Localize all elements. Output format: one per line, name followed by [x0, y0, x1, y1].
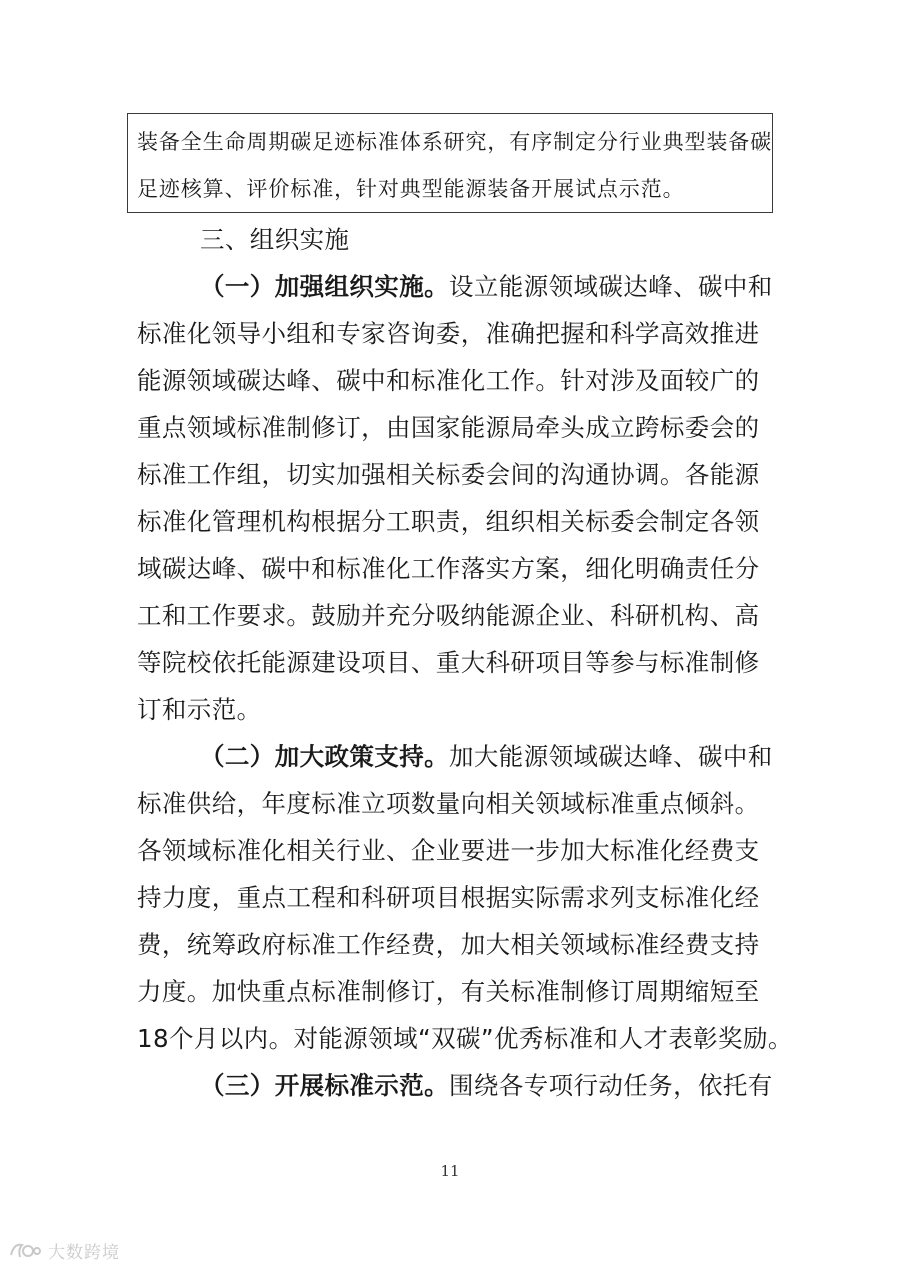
paragraph-2-line: 各领域标准化相关行业、企业要进一步加大标准化经费支 — [137, 836, 760, 865]
paragraph-3-lead: （三）开展标准示范。 — [200, 1071, 449, 1100]
paragraph-2-line: 力度。加快重点标准制修订，有关标准制修订周期缩短至 — [137, 977, 760, 1006]
box-text-line-1: 装备全生命周期碳足迹标准体系研究，有序制定分行业典型装备碳 — [137, 130, 773, 154]
paragraph-1-line: 订和示范。 — [137, 695, 262, 724]
paragraph-1-line: 标准工作组，切实加强相关标委会间的沟通协调。各能源 — [137, 460, 760, 489]
watermark-logo-icon — [8, 1239, 42, 1263]
paragraph-2-line: 标准供给，年度标准立项数量向相关领域标准重点倾斜。 — [137, 789, 760, 818]
paragraph-1-line: 标准化管理机构根据分工职责，组织相关标委会制定各领 — [137, 507, 760, 536]
paragraph-1-line: 重点领域标准制修订，由国家能源局牵头成立跨标委会的 — [137, 413, 760, 442]
section-heading: 三、组织实施 — [200, 225, 350, 254]
paragraph-2-line: 持力度，重点工程和科研项目根据实际需求列支标准化经 — [137, 883, 760, 912]
paragraph-1-lead: （一）加强组织实施。 — [200, 272, 449, 301]
paragraph-1-line: 能源领域碳达峰、碳中和标准化工作。针对涉及面较广的 — [137, 366, 760, 395]
paragraph-2-first-line-rest: 加大能源领域碳达峰、碳中和 — [449, 742, 773, 771]
paragraph-3-first-line — [200, 1069, 773, 1103]
paragraph-3-first-line-rest: 围绕各专项行动任务，依托有 — [449, 1071, 773, 1100]
paragraph-1-line: 标准化领导小组和专家咨询委，准确把握和科学高效推进 — [137, 319, 760, 348]
paragraph-1-line: 域碳达峰、碳中和标准化工作落实方案，细化明确责任分 — [137, 554, 760, 583]
box-text-line-2: 足迹核算、评价标准，针对典型能源装备开展试点示范。 — [137, 177, 685, 201]
paragraph-2-line: 18个月以内。对能源领域“双碳”优秀标准和人才表彰奖励。 — [137, 1024, 793, 1053]
paragraph-1-line: 等院校依托能源建设项目、重大科研项目等参与标准制修 — [137, 648, 760, 677]
paragraph-2-lead: （二）加大政策支持。 — [200, 742, 449, 771]
paragraph-1-first-line-rest: 设立能源领域碳达峰、碳中和 — [449, 272, 773, 301]
watermark — [8, 1238, 120, 1263]
paragraph-1-first-line — [200, 270, 773, 304]
page-number: 11 — [440, 1162, 460, 1180]
watermark-text: 大数跨境 — [48, 1243, 120, 1263]
paragraph-2-first-line — [200, 740, 773, 774]
paragraph-1-line: 工和工作要求。鼓励并充分吸纳能源企业、科研机构、高 — [137, 601, 760, 630]
paragraph-2-line: 费，统筹政府标准工作经费，加大相关领域标准经费支持 — [137, 930, 760, 959]
